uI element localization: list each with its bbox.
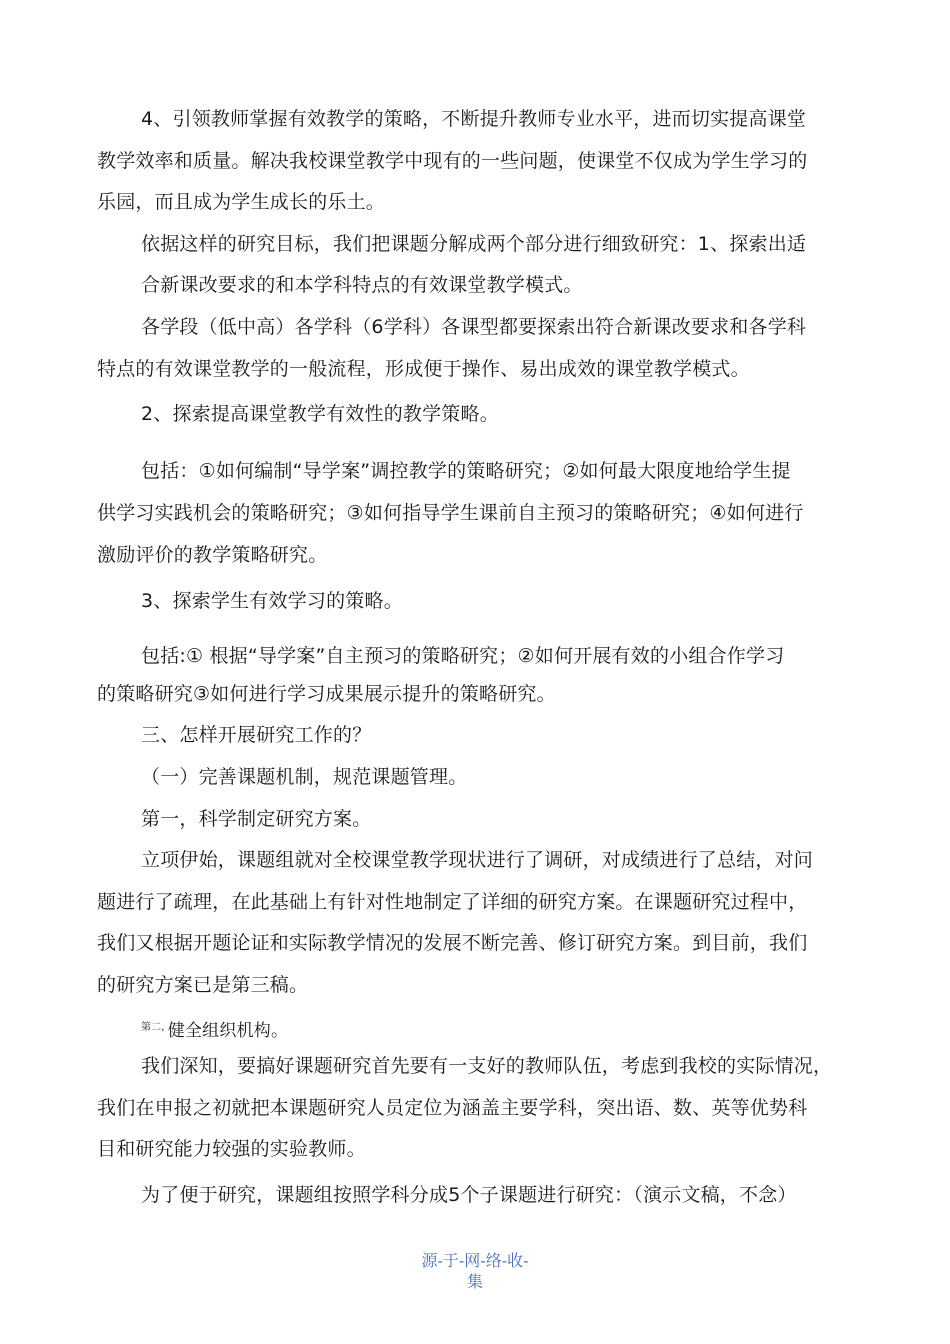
- paragraph-line: 合新课改要求的和本学科特点的有效课堂教学模式。: [141, 274, 583, 296]
- paragraph-line: 题进行了疏理，在此基础上有针对性地制定了详细的研究方案。在课题研究过程中，: [97, 891, 808, 913]
- paragraph-line: 依据这样的研究目标，我们把课题分解成两个部分进行细致研究：1、探索出适: [141, 233, 807, 255]
- paragraph-line: 4、引领教师掌握有效教学的策略，不断提升教师专业水平，进而切实提高课堂: [141, 108, 807, 130]
- paragraph-line: 包括：①如何编制“导学案”调控教学的策略研究；②如何最大限度地给学生提: [141, 460, 791, 482]
- paragraph-line: 我们又根据开题论证和实际教学情况的发展不断完善、修订研究方案。到目前，我们: [97, 932, 808, 954]
- paragraph-line: 第一，科学制定研究方案。: [141, 808, 372, 830]
- paragraph-text: 健全组织机构。: [167, 1021, 289, 1041]
- subsection-heading: （一）完善课题机制，规范课题管理。: [141, 766, 468, 788]
- paragraph-line: 特点的有效课堂教学的一般流程，形成便于操作、易出成效的课堂教学模式。: [97, 358, 750, 380]
- section-heading: 三、怎样开展研究工作的？: [141, 724, 372, 746]
- paragraph-line: [141, 1016, 288, 1043]
- paragraph-line: 3、探索学生有效学习的策略。: [141, 590, 403, 612]
- paragraph-line: 的策略研究③如何进行学习成果展示提升的策略研究。: [97, 683, 556, 705]
- paragraph-line: 我们在申报之初就把本课题研究人员定位为涵盖主要学科，突出语、数、英等优势科: [97, 1097, 808, 1119]
- footer-watermark: 源-于-网-络-收-: [421, 1251, 529, 1270]
- paragraph-line: 包括:① 根据“导学案”自主预习的策略研究；②如何开展有效的小组合作学习: [141, 645, 785, 667]
- paragraph-line: 2、探索提高课堂教学有效性的教学策略。: [141, 403, 499, 425]
- footer-watermark: 集: [466, 1272, 483, 1291]
- paragraph-line: 我们深知，要搞好课题研究首先要有一支好的教师队伍，考虑到我校的实际情况，: [141, 1055, 833, 1077]
- paragraph-line: 激励评价的教学策略研究。: [97, 544, 328, 566]
- paragraph-line: 目和研究能力较强的实验教师。: [97, 1138, 366, 1160]
- paragraph-line: 供学习实践机会的策略研究；③如何指导学生课前自主预习的策略研究；④如何进行: [97, 502, 804, 524]
- paragraph-line: 乐园，而且成为学生成长的乐土。: [97, 191, 386, 213]
- paragraph-line: 各学段（低中高）各学科（6学科）各课型都要探索出符合新课改要求和各学科: [141, 316, 807, 338]
- paragraph-line: 的研究方案已是第三稿。: [97, 974, 309, 996]
- small-label: 第二,: [141, 1022, 165, 1033]
- paragraph-line: 教学效率和质量。解决我校课堂教学中现有的一些问题，使课堂不仅成为学生学习的: [97, 150, 808, 172]
- paragraph-line: 为了便于研究，课题组按照学科分成5个子课题进行研究：（演示文稿，不念）: [141, 1184, 797, 1206]
- paragraph-line: 立项伊始，课题组就对全校课堂教学现状进行了调研，对成绩进行了总结，对问: [141, 849, 814, 871]
